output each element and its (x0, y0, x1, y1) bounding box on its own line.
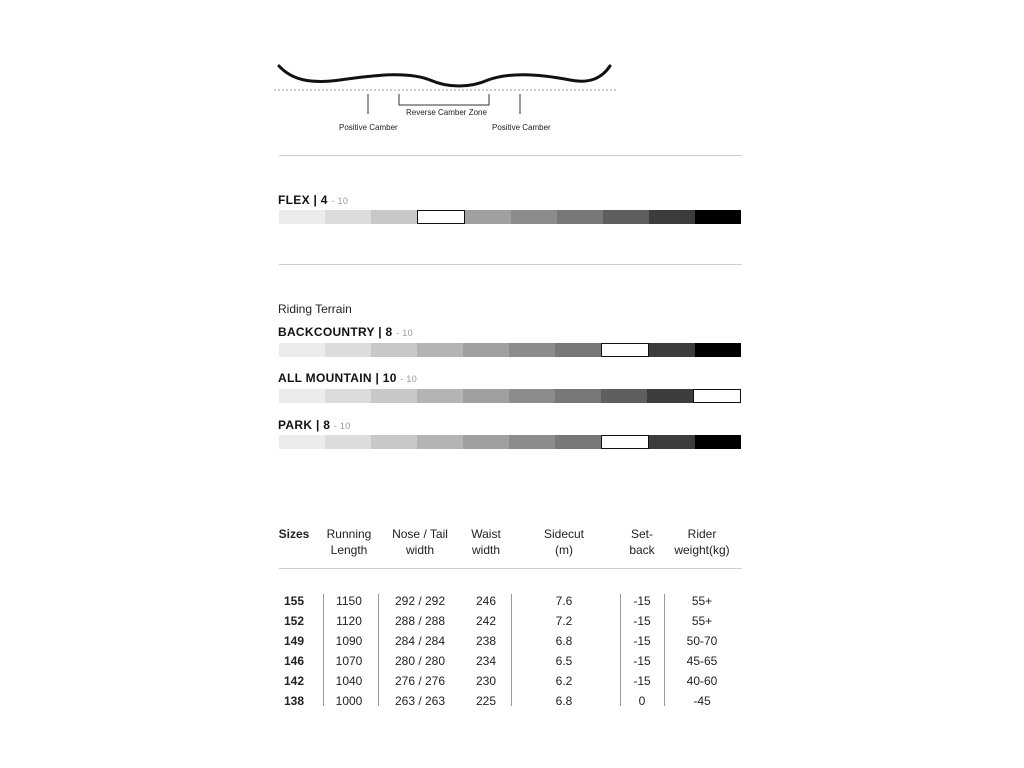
table-cell: 149 (283, 634, 305, 648)
flex-label: FLEX | 4 (278, 193, 328, 207)
scale-segment (557, 210, 603, 224)
table-cell: 146 (283, 654, 305, 668)
park-scale-max: - 10 (333, 421, 351, 431)
table-cell: 230 (475, 674, 497, 688)
flex-title (278, 193, 348, 207)
scale-segment (601, 389, 647, 403)
scale-segment (279, 389, 325, 403)
flex-scale-bar (279, 210, 741, 224)
table-header-line: width (405, 543, 434, 557)
camber-profile-curve (279, 66, 610, 86)
table-cell: 138 (283, 694, 305, 708)
left-positive-camber-label: Positive Camber (339, 123, 398, 132)
backcountry-label: BACKCOUNTRY | 8 (278, 325, 393, 339)
table-header-line: weight(kg) (674, 543, 730, 557)
table-header-divider (279, 568, 742, 569)
scale-segment (417, 389, 463, 403)
table-cell: -15 (633, 614, 651, 628)
scale-segment (509, 435, 555, 449)
table-header-line: width (471, 543, 500, 557)
table-header-line: back (629, 543, 655, 557)
camber-profile-diagram (270, 58, 630, 138)
reverse-camber-zone-label: Reverse Camber Zone (406, 108, 487, 117)
table-cell: 142 (283, 674, 305, 688)
scale-segment (509, 343, 555, 357)
backcountry-scale-max: - 10 (396, 328, 413, 338)
table-header-line: Nose / Tail (392, 527, 448, 541)
table-cell: 292 / 292 (394, 594, 446, 608)
divider-middle (279, 264, 742, 265)
table-header-line: Running (326, 527, 372, 541)
table-header-line: Sizes (278, 527, 310, 541)
scale-segment (555, 343, 601, 357)
table-cell: 1000 (335, 694, 363, 708)
table-cell: 1120 (336, 614, 362, 628)
scale-segment (649, 343, 695, 357)
table-cell: 1150 (336, 594, 362, 608)
scale-segment (279, 435, 325, 449)
flex-scale-max: - 10 (331, 196, 349, 206)
table-cell: 280 / 280 (394, 654, 446, 668)
table-cell: -15 (633, 594, 651, 608)
table-cell: 234 (475, 654, 497, 668)
table-header-line: Set- (630, 527, 653, 541)
table-cell: 152 (283, 614, 305, 628)
scale-segment (371, 389, 417, 403)
scale-segment (371, 210, 417, 224)
table-cell: 1090 (335, 634, 363, 648)
table-cell: 225 (475, 694, 497, 708)
all-mountain-scale-max: - 10 (400, 374, 418, 384)
scale-segment (647, 389, 693, 403)
table-header-line: Waist (471, 527, 501, 541)
table-cell: 7.2 (555, 614, 573, 628)
table-cell: 155 (283, 594, 305, 608)
table-cell: 1040 (335, 674, 363, 688)
table-cell: 45-65 (686, 654, 718, 668)
scale-segment (555, 389, 601, 403)
park-scale-bar (279, 435, 741, 449)
table-cell: 6.8 (555, 694, 573, 708)
table-cell: 263 / 263 (394, 694, 446, 708)
scale-segment (465, 210, 511, 224)
backcountry-title (278, 325, 413, 339)
scale-segment (695, 343, 741, 357)
scale-segment (325, 343, 371, 357)
park-label: PARK | 8 (278, 418, 331, 432)
table-cell: -15 (633, 674, 651, 688)
table-cell: 246 (475, 594, 497, 608)
table-cell: 40-60 (686, 674, 718, 688)
table-cell: 6.2 (555, 674, 573, 688)
scale-marker-segment (417, 210, 465, 224)
scale-segment (511, 210, 557, 224)
scale-marker-segment (693, 389, 741, 403)
scale-segment (325, 389, 371, 403)
park-title (278, 418, 351, 432)
scale-segment (371, 435, 417, 449)
scale-segment (279, 210, 325, 224)
riding-terrain-heading: Riding Terrain (278, 302, 352, 316)
scale-marker-segment (601, 343, 649, 357)
backcountry-scale-bar (279, 343, 741, 357)
table-cell: 288 / 288 (394, 614, 446, 628)
table-cell: 55+ (691, 594, 713, 608)
table-cell: 6.8 (555, 634, 573, 648)
scale-segment (649, 435, 695, 449)
table-header-line: (m) (555, 543, 573, 557)
table-cell: 50-70 (686, 634, 718, 648)
scale-segment (279, 343, 325, 357)
table-cell: -45 (693, 694, 711, 708)
scale-marker-segment (601, 435, 649, 449)
table-cell: -15 (633, 634, 651, 648)
scale-segment (509, 389, 555, 403)
table-cell: 238 (475, 634, 497, 648)
all-mountain-scale-bar (279, 389, 741, 403)
table-cell: 6.5 (555, 654, 573, 668)
table-cell: 55+ (691, 614, 713, 628)
scale-segment (463, 343, 509, 357)
right-positive-camber-label: Positive Camber (492, 123, 551, 132)
scale-segment (649, 210, 695, 224)
reverse-camber-bracket (399, 94, 489, 105)
table-header-cell (652, 526, 752, 558)
divider-top (279, 155, 742, 156)
all-mountain-label: ALL MOUNTAIN | 10 (278, 371, 397, 385)
scale-segment (555, 435, 601, 449)
table-header-line: Rider (687, 527, 717, 541)
scale-segment (371, 343, 417, 357)
table-cell: 1070 (335, 654, 363, 668)
table-cell: 276 / 276 (394, 674, 446, 688)
all-mountain-title (278, 371, 417, 385)
scale-segment (417, 343, 463, 357)
scale-segment (695, 210, 741, 224)
scale-segment (325, 435, 371, 449)
table-cell: 7.6 (555, 594, 573, 608)
scale-segment (603, 210, 649, 224)
scale-segment (325, 210, 371, 224)
scale-segment (463, 435, 509, 449)
scale-segment (463, 389, 509, 403)
table-header-line: Sidecut (543, 527, 585, 541)
table-header-line: Length (330, 543, 368, 557)
scale-segment (417, 435, 463, 449)
table-cell: -15 (633, 654, 651, 668)
table-cell: 0 (638, 694, 646, 708)
table-cell: 242 (475, 614, 497, 628)
scale-segment (695, 435, 741, 449)
table-cell: 284 / 284 (394, 634, 446, 648)
